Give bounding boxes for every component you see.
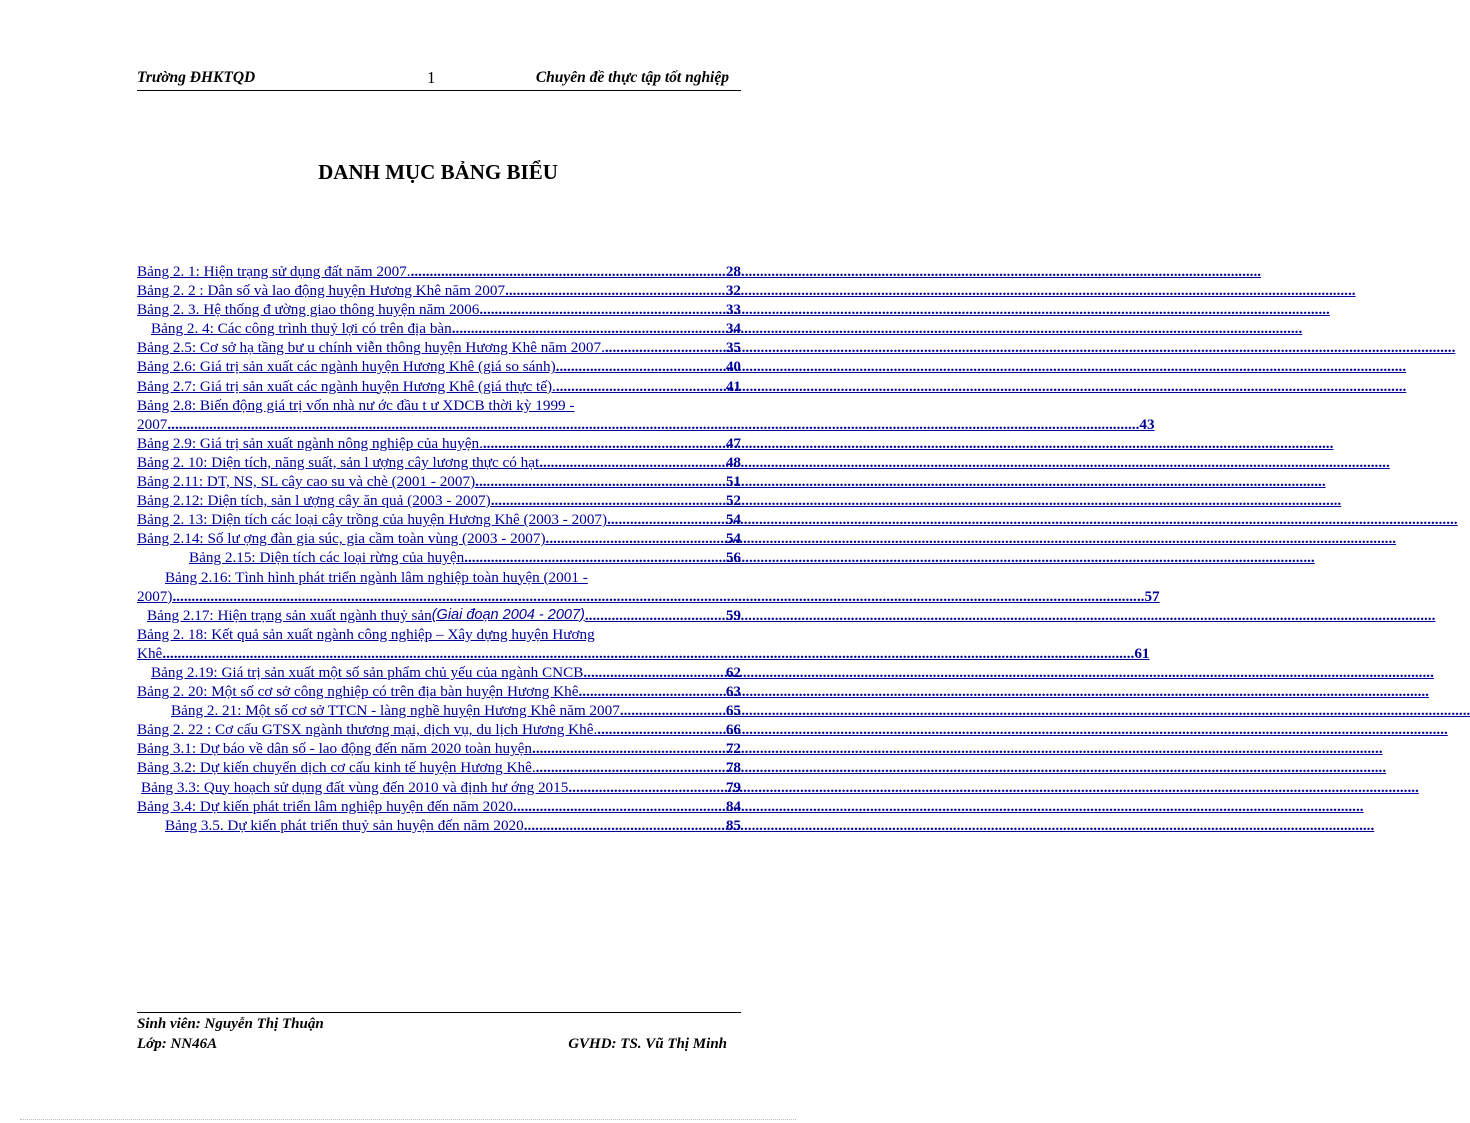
toc-leader-dots (568, 778, 725, 797)
toc-entry-text: Bảng 2.11: DT, NS, SL cây cao su và chè (2001 - 2007) (137, 473, 476, 491)
toc-entry-text: Bảng 2.17: Hiện trạng sản xuất ngành thuỷ sản (147, 606, 432, 624)
toc-entry (137, 816, 743, 835)
toc-entry (137, 319, 743, 338)
toc-entry-text-continued: 2007) (137, 587, 173, 605)
toc-entry (137, 491, 743, 510)
toc-link[interactable] (137, 396, 1155, 434)
toc-leader-dots (578, 682, 725, 701)
toc-leader-dots (620, 701, 726, 720)
toc-entry-text: Bảng 2. 18: Kết quả sản xuất ngành công nghiệp – Xây dựng huyện Hương (137, 625, 595, 643)
toc-link[interactable] (137, 491, 743, 510)
toc-page-number: 43 (1139, 415, 1155, 433)
toc-page-number: 35 (725, 339, 741, 357)
toc-page-number: 59 (725, 606, 741, 624)
toc-leader-dots (452, 319, 726, 338)
toc-page-number: 61 (1134, 644, 1150, 662)
table-of-tables (137, 262, 1160, 835)
toc-link[interactable] (137, 816, 743, 835)
toc-entry-subtitle: (Giai đoạn 2004 - 2007) (431, 606, 585, 623)
toc-entry-text: Bảng 2.16: Tình hình phát triển ngành lâm nghiệp toàn huyện (2001 - (165, 568, 588, 586)
toc-entry-text: Bảng 2.14: Số lư ợng đàn gia súc, gia cầm toàn vùng (2003 - 2007) (137, 530, 546, 548)
toc-page-number: 40 (725, 358, 741, 376)
footer-advisor: GVHD: TS. Vũ Thị Minh (568, 1036, 727, 1052)
toc-link[interactable] (137, 701, 743, 720)
toc-entry (137, 434, 743, 453)
toc-page-number: 65 (725, 702, 741, 720)
toc-entry (137, 377, 743, 396)
toc-link[interactable] (137, 682, 743, 701)
toc-link[interactable] (137, 281, 743, 300)
toc-page-number: 56 (725, 549, 741, 567)
toc-leader-dots (167, 415, 1139, 434)
toc-link[interactable] (137, 338, 743, 357)
toc-leader-dots (536, 758, 726, 777)
toc-entry (137, 758, 743, 777)
toc-link[interactable] (137, 778, 743, 797)
toc-entry-text: Bảng 2.7: Giá trị sản xuất các ngành huyện Hương Khê (giá thực tế). (137, 377, 556, 395)
header-report-type: Chuyên đề thực tập tốt nghiệp (535, 69, 729, 86)
toc-page-number: 33 (725, 301, 741, 319)
toc-entry-text-continued: 2007 (137, 415, 168, 433)
toc-link[interactable] (137, 797, 743, 816)
toc-entry (137, 739, 743, 758)
toc-leader-dots (464, 548, 726, 567)
toc-page-number: 79 (725, 778, 741, 796)
toc-page-number: 54 (725, 530, 741, 548)
toc-entry-text: Bảng 2. 13: Diện tích các loại cây trồng của huyện Hương Khê (2003 - 2007) (137, 511, 608, 529)
toc-page-number: 84 (725, 797, 741, 815)
toc-entry-text: Bảng 2.15: Diện tích các loại rừng của huyện (189, 549, 465, 567)
toc-entry (137, 396, 1155, 434)
toc-page-number: 41 (725, 377, 741, 395)
toc-leader-dots (411, 262, 726, 281)
toc-entry-text: Bảng 3.2: Dự kiến chuyển dịch cơ cấu kinh tế huyện Hương Khê. (137, 759, 536, 777)
toc-link[interactable] (137, 453, 743, 472)
toc-entry (137, 682, 743, 701)
footer-divider (137, 1012, 741, 1013)
toc-entry (137, 568, 1160, 606)
page-title: DANH MỤC BẢNG BIỂU (318, 160, 558, 184)
toc-entry (137, 262, 743, 281)
toc-page-number: 62 (725, 663, 741, 681)
toc-entry (137, 472, 743, 491)
toc-entry (137, 606, 743, 625)
toc-leader-dots (556, 377, 726, 396)
toc-link[interactable] (137, 720, 743, 739)
toc-entry-text: Bảng 2. 21: Một số cơ sở TTCN - làng nghề huyện Hương Khê năm 2007 (171, 702, 620, 720)
toc-link[interactable] (137, 663, 743, 682)
toc-page-number: 48 (725, 453, 741, 471)
toc-page-number: 78 (725, 759, 741, 777)
toc-entry-text: Bảng 2. 20: Một số cơ sở công nghiệp có trên địa bàn huyện Hương Khê (137, 683, 579, 701)
toc-leader-dots (546, 529, 726, 548)
toc-link[interactable] (137, 357, 743, 376)
toc-page-number: 28 (725, 263, 741, 280)
toc-entry (137, 720, 743, 739)
toc-entry (137, 625, 1150, 663)
toc-entry-text: Bảng 3.4: Dự kiến phát triển lâm nghiệp huyện đến năm 2020 (137, 797, 514, 815)
toc-entry-text: Bảng 2. 3. Hệ thống đ ường giao thông huyện năm 2006 (137, 301, 480, 319)
toc-entry-text: Bảng 2.12: Diện tích, sản l ượng cây ăn quả (2003 - 2007) (137, 492, 491, 510)
toc-link[interactable] (137, 625, 1150, 663)
toc-leader-dots (556, 357, 726, 376)
toc-leader-dots (532, 739, 726, 758)
toc-entry-text: Bảng 2.6: Giá trị sản xuất các ngành huyện Hương Khê (giá so sánh) (137, 358, 556, 376)
toc-entry (137, 663, 743, 682)
toc-leader-dots (539, 453, 726, 472)
toc-page-number: 72 (725, 740, 741, 758)
toc-entry-text: Bảng 2.19: Giá trị sản xuất một số sản phẩm chủ yếu của ngành CNCB (151, 663, 584, 681)
toc-entry (137, 797, 743, 816)
toc-entry-text: Bảng 3.5. Dự kiến phát triển thuỷ sản huyện đến năm 2020 (165, 816, 524, 834)
toc-page-number: 47 (725, 434, 741, 452)
toc-entry (137, 281, 743, 300)
toc-entry-text: Bảng 3.3: Quy hoạch sử dụng đất vùng đến 2010 và định hư ớng 2015 (141, 778, 569, 796)
toc-link[interactable] (137, 529, 743, 548)
toc-link[interactable] (137, 472, 743, 491)
toc-entry-text: Bảng 3.1: Dự báo về dân số - lao động đến năm 2020 toàn huyện (137, 740, 533, 758)
toc-page-number: 32 (725, 282, 741, 300)
toc-entry (137, 529, 743, 548)
toc-entry (137, 338, 743, 357)
toc-link[interactable] (137, 548, 743, 567)
toc-entry (137, 701, 743, 720)
toc-link[interactable] (137, 510, 743, 529)
page-edge-divider (20, 1119, 796, 1120)
toc-leader-dots (479, 300, 725, 319)
toc-entry-text: Bảng 2. 10: Diện tích, năng suất, sản l ượng cây lương thực có hạt (137, 453, 540, 471)
toc-leader-dots (607, 510, 726, 529)
header-school: Trường ĐHKTQD (137, 69, 256, 86)
toc-leader-dots (475, 472, 726, 491)
footer-class: Lớp: NN46A (137, 1036, 218, 1052)
toc-link[interactable] (137, 568, 1160, 606)
toc-link[interactable] (137, 434, 743, 453)
toc-link[interactable] (137, 739, 743, 758)
toc-entry (137, 778, 743, 797)
toc-leader-dots (172, 587, 1144, 606)
toc-page-number: 51 (725, 473, 741, 491)
toc-leader-dots (597, 720, 726, 739)
toc-page-number: 52 (725, 492, 741, 510)
toc-link[interactable] (137, 606, 743, 625)
toc-link[interactable] (137, 758, 743, 777)
toc-entry-text: Bảng 2.9: Giá trị sản xuất ngành nông nghiệp của huyện. (137, 434, 483, 452)
toc-leader-dots (483, 434, 726, 453)
toc-leader-dots (513, 797, 726, 816)
toc-entry-text: Bảng 2. 22 : Cơ cấu GTSX ngành thương mại, dịch vụ, du lịch Hương Khê. (137, 721, 598, 739)
toc-leader-dots (605, 338, 726, 357)
toc-leader-dots (585, 606, 726, 625)
toc-page-number: 57 (1144, 587, 1160, 605)
toc-page-number: 66 (725, 721, 741, 739)
toc-link[interactable] (137, 262, 743, 281)
toc-entry-text: Bảng 2. 1: Hiện trạng sử dụng đất năm 2007. (137, 263, 411, 280)
toc-leader-dots (491, 491, 726, 510)
toc-entry (137, 510, 743, 529)
toc-entry-text: Bảng 2. 2 : Dân số và lao động huyện Hương Khê năm 2007 (137, 282, 506, 300)
toc-entry-text-continued: Khê (137, 644, 163, 662)
toc-page-number: 63 (725, 683, 741, 701)
toc-page-number: 34 (725, 320, 741, 338)
toc-leader-dots (162, 644, 1134, 663)
toc-entry (137, 453, 743, 472)
toc-leader-dots (524, 816, 726, 835)
toc-entry-text: Bảng 2. 4: Các công trình thuỷ lợi có trên địa bàn (151, 320, 452, 338)
toc-entry (137, 548, 743, 567)
toc-link[interactable] (137, 377, 743, 396)
toc-page-number: 85 (725, 816, 741, 834)
toc-entry-text: Bảng 2.8: Biến động giá trị vốn nhà nư ớc đầu t ư XDCB thời kỳ 1999 - (137, 396, 575, 414)
toc-entry (137, 357, 743, 376)
toc-entry (137, 300, 743, 319)
toc-leader-dots (505, 281, 726, 300)
toc-link[interactable] (137, 319, 743, 338)
toc-leader-dots (583, 663, 725, 682)
footer-student: Sinh viên: Nguyễn Thị Thuận (137, 1016, 324, 1032)
page-header (137, 68, 741, 91)
toc-link[interactable] (137, 300, 743, 319)
toc-entry-text: Bảng 2.5: Cơ sở hạ tầng bư u chính viễn thông huyện Hương Khê năm 2007. (137, 339, 605, 357)
toc-page-number: 54 (725, 511, 741, 529)
header-page-number: 1 (427, 68, 436, 87)
